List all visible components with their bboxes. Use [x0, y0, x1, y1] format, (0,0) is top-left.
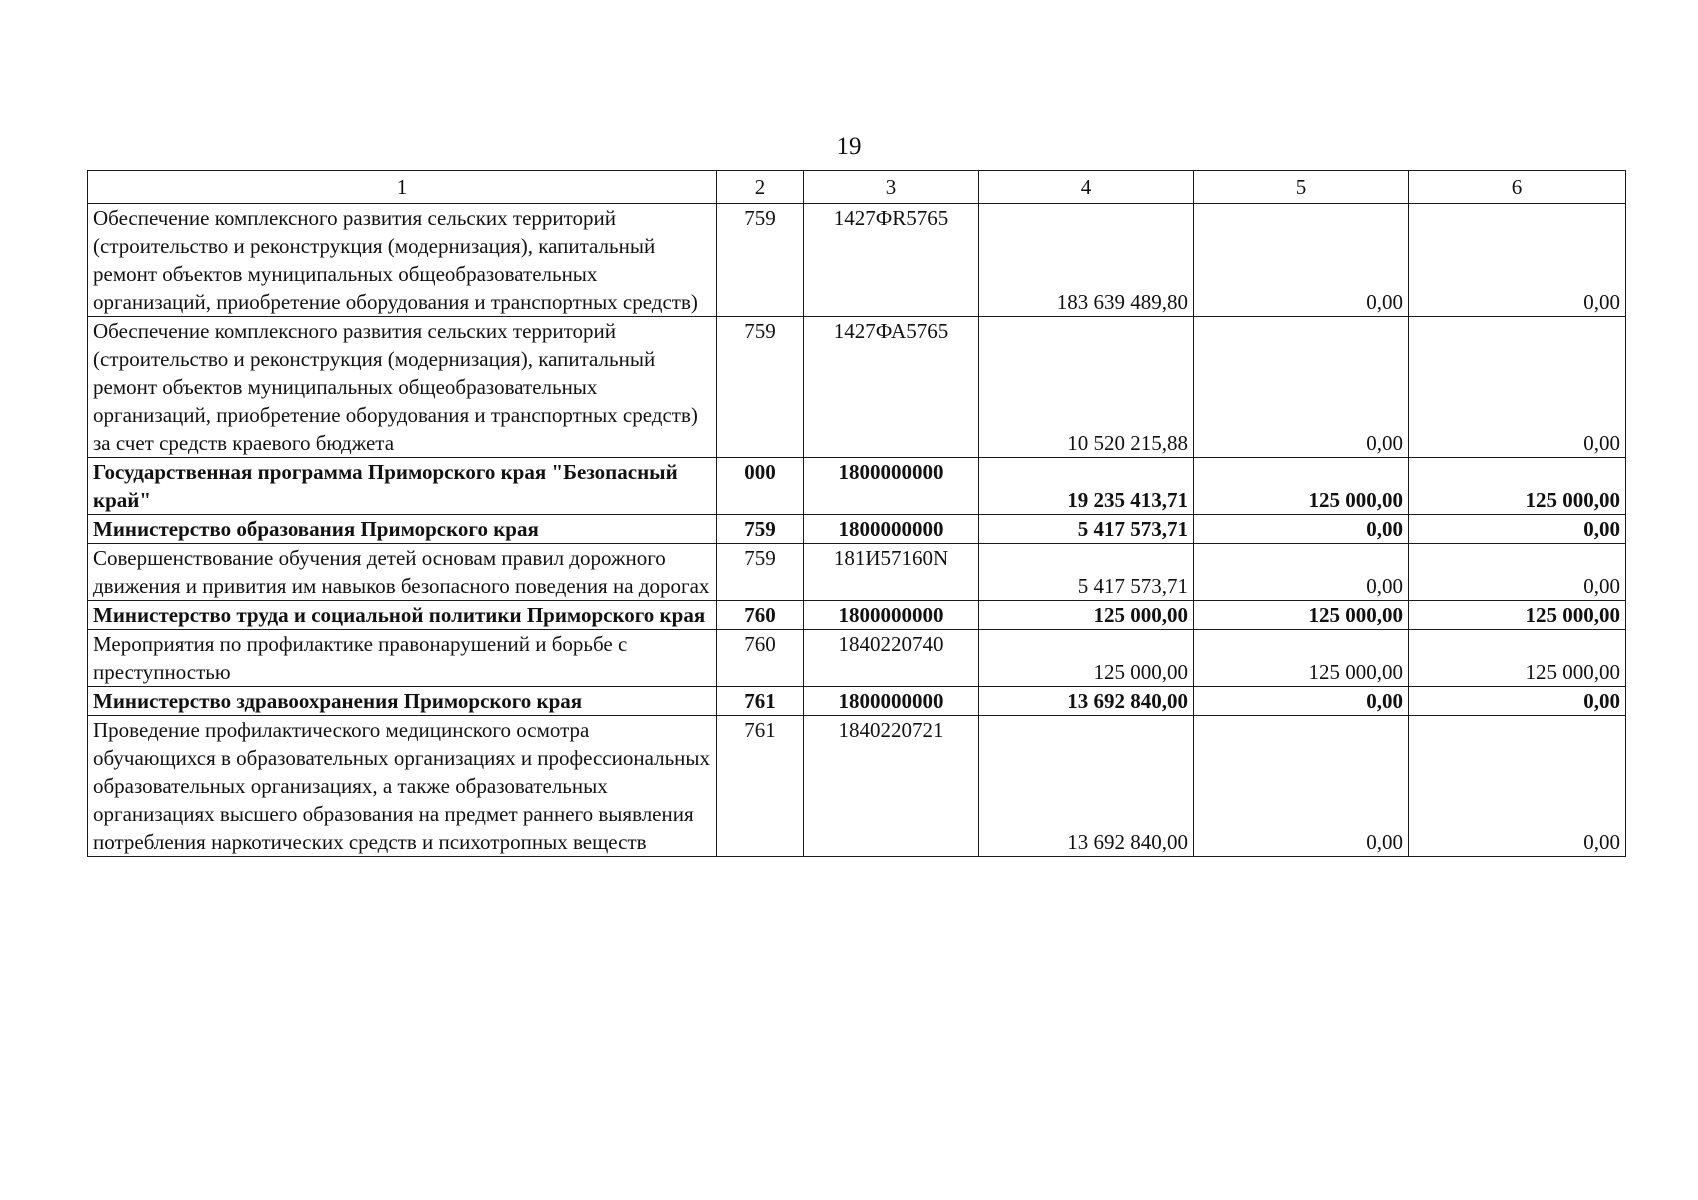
- admin-code-cell: 759: [717, 515, 804, 544]
- page-number: 19: [836, 133, 862, 160]
- amount-col4-cell: 5 417 573,71: [979, 515, 1194, 544]
- expense-name-cell: Министерство труда и социальной политики Приморского края: [88, 601, 717, 630]
- expense-name-cell: Министерство здравоохранения Приморского края: [88, 687, 717, 716]
- amount-col5-cell: 125 000,00: [1194, 601, 1409, 630]
- admin-code-cell: 759: [717, 317, 804, 458]
- table-row: [88, 317, 1626, 458]
- amount-col4-cell: 125 000,00: [979, 630, 1194, 687]
- target-article-cell: 1840220740: [804, 630, 979, 687]
- amount-col6-cell: 0,00: [1409, 204, 1626, 317]
- amount-col4-cell: 125 000,00: [979, 601, 1194, 630]
- amount-col6-cell: 0,00: [1409, 544, 1626, 601]
- amount-col5-cell: 125 000,00: [1194, 630, 1409, 687]
- amount-col5-cell: 0,00: [1194, 204, 1409, 317]
- amount-col6-cell: 125 000,00: [1409, 630, 1626, 687]
- expense-name-cell: Проведение профилактического медицинского осмотра обучающихся в образовательных организациях и профессиональных образовательных организациях, а также образовательных организациях высшего образования на предмет раннего выявления потребления наркотических средств и психотропных веществ: [88, 716, 717, 857]
- amount-col5-cell: 125 000,00: [1194, 458, 1409, 515]
- amount-col4-cell: 10 520 215,88: [979, 317, 1194, 458]
- amount-col4-cell: 5 417 573,71: [979, 544, 1194, 601]
- column-header: 3: [804, 171, 979, 204]
- expense-name-cell: Обеспечение комплексного развития сельских территорий (строительство и реконструкция (модернизация), капитальный ремонт объектов муниципальных общеобразовательных организаций, приобретение оборудования и транспортных средств): [88, 204, 717, 317]
- amount-col4-cell: 13 692 840,00: [979, 716, 1194, 857]
- expense-name-cell: Обеспечение комплексного развития сельских территорий (строительство и реконструкция (модернизация), капитальный ремонт объектов муниципальных общеобразовательных организаций, приобретение оборудования и транспортных средств) за счет средств краевого бюджета: [88, 317, 717, 458]
- amount-col5-cell: 0,00: [1194, 544, 1409, 601]
- admin-code-cell: 761: [717, 716, 804, 857]
- expense-name-cell: Государственная программа Приморского края "Безопасный край": [88, 458, 717, 515]
- amount-col5-cell: 0,00: [1194, 317, 1409, 458]
- admin-code-cell: 000: [717, 458, 804, 515]
- target-article-cell: 1800000000: [804, 515, 979, 544]
- amount-col4-cell: 13 692 840,00: [979, 687, 1194, 716]
- amount-col5-cell: 0,00: [1194, 716, 1409, 857]
- target-article-cell: 1800000000: [804, 687, 979, 716]
- table-row: [88, 204, 1626, 317]
- amount-col6-cell: 0,00: [1409, 317, 1626, 458]
- amount-col5-cell: 0,00: [1194, 687, 1409, 716]
- table-row: [88, 630, 1626, 687]
- amount-col5-cell: 0,00: [1194, 515, 1409, 544]
- column-header: 1: [88, 171, 717, 204]
- column-header: 5: [1194, 171, 1409, 204]
- admin-code-cell: 759: [717, 544, 804, 601]
- header-row: [88, 171, 1626, 204]
- column-header: 4: [979, 171, 1194, 204]
- target-article-cell: 1840220721: [804, 716, 979, 857]
- column-header: 6: [1409, 171, 1626, 204]
- target-article-cell: 1427ФR5765: [804, 204, 979, 317]
- expense-name-cell: Мероприятия по профилактике правонарушений и борьбе с преступностью: [88, 630, 717, 687]
- table-row: [88, 716, 1626, 857]
- budget-table: [87, 170, 1626, 857]
- target-article-cell: 181И57160N: [804, 544, 979, 601]
- column-header: 2: [717, 171, 804, 204]
- amount-col4-cell: 19 235 413,71: [979, 458, 1194, 515]
- amount-col6-cell: 125 000,00: [1409, 601, 1626, 630]
- expense-name-cell: Министерство образования Приморского края: [88, 515, 717, 544]
- admin-code-cell: 760: [717, 601, 804, 630]
- target-article-cell: 1800000000: [804, 601, 979, 630]
- admin-code-cell: 759: [717, 204, 804, 317]
- admin-code-cell: 760: [717, 630, 804, 687]
- table-row: [88, 515, 1626, 544]
- table-row: [88, 687, 1626, 716]
- amount-col6-cell: 125 000,00: [1409, 458, 1626, 515]
- table-row: [88, 601, 1626, 630]
- table-row: [88, 458, 1626, 515]
- amount-col4-cell: 183 639 489,80: [979, 204, 1194, 317]
- table-row: [88, 544, 1626, 601]
- amount-col6-cell: 0,00: [1409, 515, 1626, 544]
- expense-name-cell: Совершенствование обучения детей основам правил дорожного движения и привития им навыков безопасного поведения на дорогах: [88, 544, 717, 601]
- amount-col6-cell: 0,00: [1409, 716, 1626, 857]
- admin-code-cell: 761: [717, 687, 804, 716]
- target-article-cell: 1427ФА5765: [804, 317, 979, 458]
- amount-col6-cell: 0,00: [1409, 687, 1626, 716]
- target-article-cell: 1800000000: [804, 458, 979, 515]
